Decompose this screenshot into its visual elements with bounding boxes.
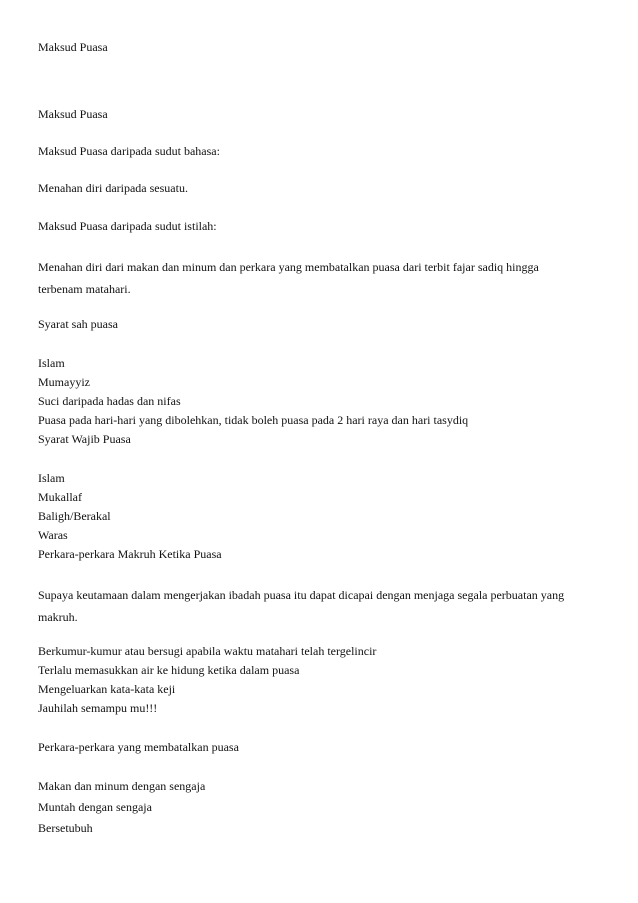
list-item: Makan dan minum dengan sengaja [38, 779, 206, 793]
syarat-sah-heading: Syarat sah puasa [38, 317, 118, 331]
list-item: Bersetubuh [38, 821, 93, 835]
list-item: Puasa pada hari-hari yang dibolehkan, tidak boleh puasa pada 2 hari raya dan hari tasydiq [38, 413, 469, 427]
list-item: Baligh/Berakal [38, 509, 111, 523]
list-item: Islam [38, 356, 65, 370]
list-item: Islam [38, 471, 65, 485]
syarat-wajib-heading: Syarat Wajib Puasa [38, 432, 131, 446]
list-item: Terlalu memasukkan air ke hidung ketika dalam puasa [38, 663, 300, 677]
document-header: Maksud Puasa [38, 40, 108, 54]
batal-heading: Perkara-perkara yang membatalkan puasa [38, 740, 239, 754]
list-item: Mengeluarkan kata-kata keji [38, 682, 176, 696]
istilah-heading: Maksud Puasa daripada sudut istilah: [38, 219, 217, 233]
istilah-text: Menahan diri dari makan dan minum dan perkara yang membatalkan puasa dari terbit fajar sadiq hingga terbenam matahari. [38, 260, 539, 296]
makruh-heading: Perkara-perkara Makruh Ketika Puasa [38, 547, 222, 561]
list-item: Suci daripada hadas dan nifas [38, 394, 181, 408]
bahasa-text: Menahan diri daripada sesuatu. [38, 181, 188, 195]
list-item: Berkumur-kumur atau bersugi apabila waktu matahari telah tergelincir [38, 644, 377, 658]
list-item: Waras [38, 528, 68, 542]
list-item: Mukallaf [38, 490, 82, 504]
section-title: Maksud Puasa [38, 107, 108, 121]
list-item: Mumayyiz [38, 375, 90, 389]
list-item: Jauhilah semampu mu!!! [38, 701, 158, 715]
list-item: Muntah dengan sengaja [38, 800, 152, 814]
bahasa-heading: Maksud Puasa daripada sudut bahasa: [38, 144, 220, 158]
makruh-text: Supaya keutamaan dalam mengerjakan ibadah puasa itu dapat dicapai dengan menjaga segala perbuatan yang makruh. [38, 588, 565, 624]
